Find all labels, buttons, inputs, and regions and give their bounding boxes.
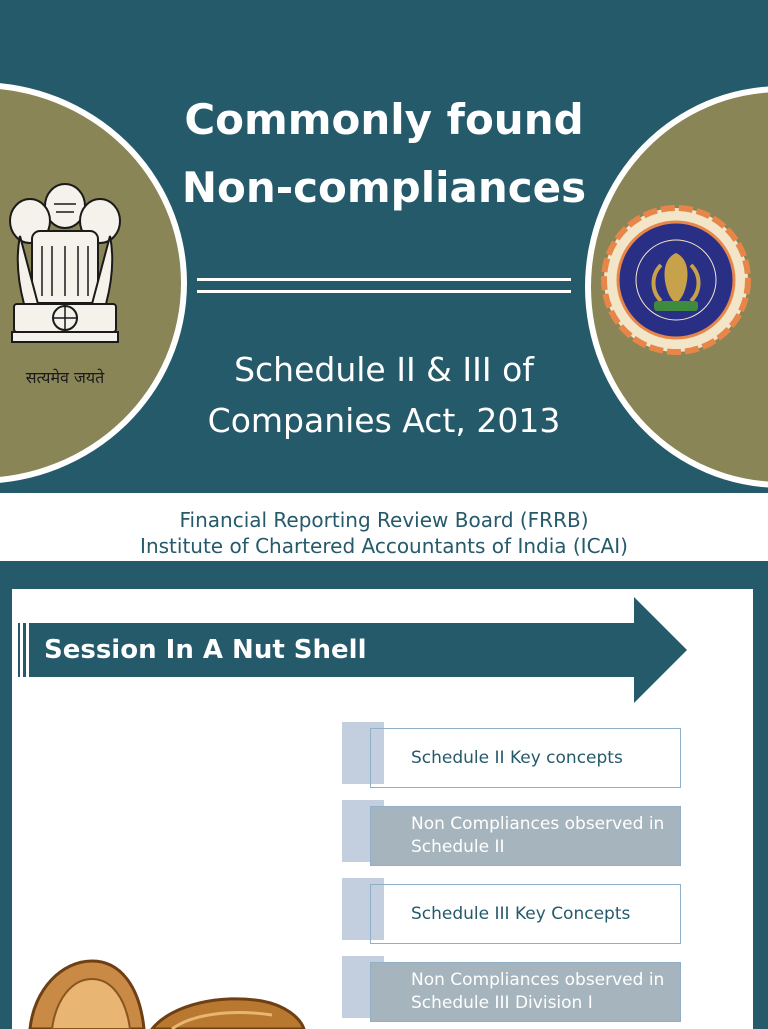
outline-item-box [370,962,681,1022]
title-line-2: Non-compliances [181,163,587,212]
footer-line-1: Financial Reporting Review Board (FRRB) [179,508,589,532]
banner-title: Session In A Nut Shell [44,635,367,665]
title-divider-top [197,278,571,281]
title-divider-bottom [197,290,571,293]
outline-item [342,800,683,864]
title-line-1: Commonly found [184,95,584,144]
outline-item [342,956,683,1020]
subtitle-line-1: Schedule II & III of [234,350,534,389]
walnut-illustration-icon [22,939,312,1029]
banner-arrow-icon [634,597,687,703]
outline-item [342,722,683,786]
icai-seal-icon [601,205,751,355]
subtitle-line-2: Companies Act, 2013 [207,401,561,440]
title-slide [0,0,768,493]
outline-item [342,878,683,942]
outline-item-box [370,884,681,944]
footer-line-2: Institute of Chartered Accountants of India (ICAI) [140,534,628,558]
national-emblem-icon [2,176,128,366]
slide-subtitle [130,344,638,446]
outline-item-box [370,806,681,866]
outline-item-label: Non Compliances observed in Schedule II [411,814,665,857]
section-banner [18,623,634,677]
emblem-motto: सत्यमेव जयते [25,368,105,387]
outline-slide [12,589,753,1029]
organization-footer [0,493,768,561]
banner-stripes [18,623,36,677]
outline-item-label: Schedule II Key concepts [411,747,623,768]
outline-item-label: Non Compliances observed in Schedule III Division I [411,970,665,1013]
outline-item-box [370,728,681,788]
outline-item-label: Schedule III Key Concepts [411,903,631,924]
slide-title [130,86,638,222]
